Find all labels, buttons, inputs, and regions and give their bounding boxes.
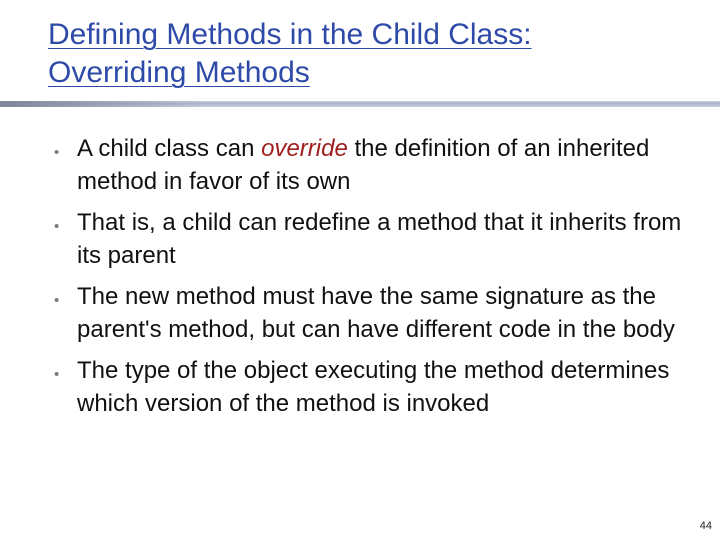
title-line-2: Overriding Methods [48, 56, 310, 89]
bullet-item-1 [52, 132, 692, 198]
bullet-list [52, 132, 692, 428]
bullet-marker: • [54, 144, 60, 161]
bullet-text-4: The type of the object executing the method determines which version of the method is invoked [77, 357, 670, 417]
title-divider-accent [0, 101, 200, 107]
page-number: 44 [699, 520, 712, 532]
bullet-text-1-start: A child class can [77, 135, 262, 162]
bullet-marker: • [54, 218, 60, 235]
bullet-marker: • [54, 292, 60, 309]
bullet-text-1-end: the definition of an inherited method in favor of its own [77, 135, 650, 195]
bullet-item-2 [52, 206, 692, 272]
override-term: override [261, 135, 348, 162]
bullet-item-4 [52, 354, 692, 420]
title-line-1: Defining Methods in the Child Class: [48, 18, 532, 51]
bullet-text-3: The new method must have the same signature as the parent's method, but can have different code in the body [77, 283, 675, 343]
bullet-item-3 [52, 280, 692, 346]
bullet-marker: • [54, 366, 60, 383]
bullet-text-2: That is, a child can redefine a method that it inherits from its parent [77, 209, 682, 269]
slide-title [48, 16, 688, 92]
